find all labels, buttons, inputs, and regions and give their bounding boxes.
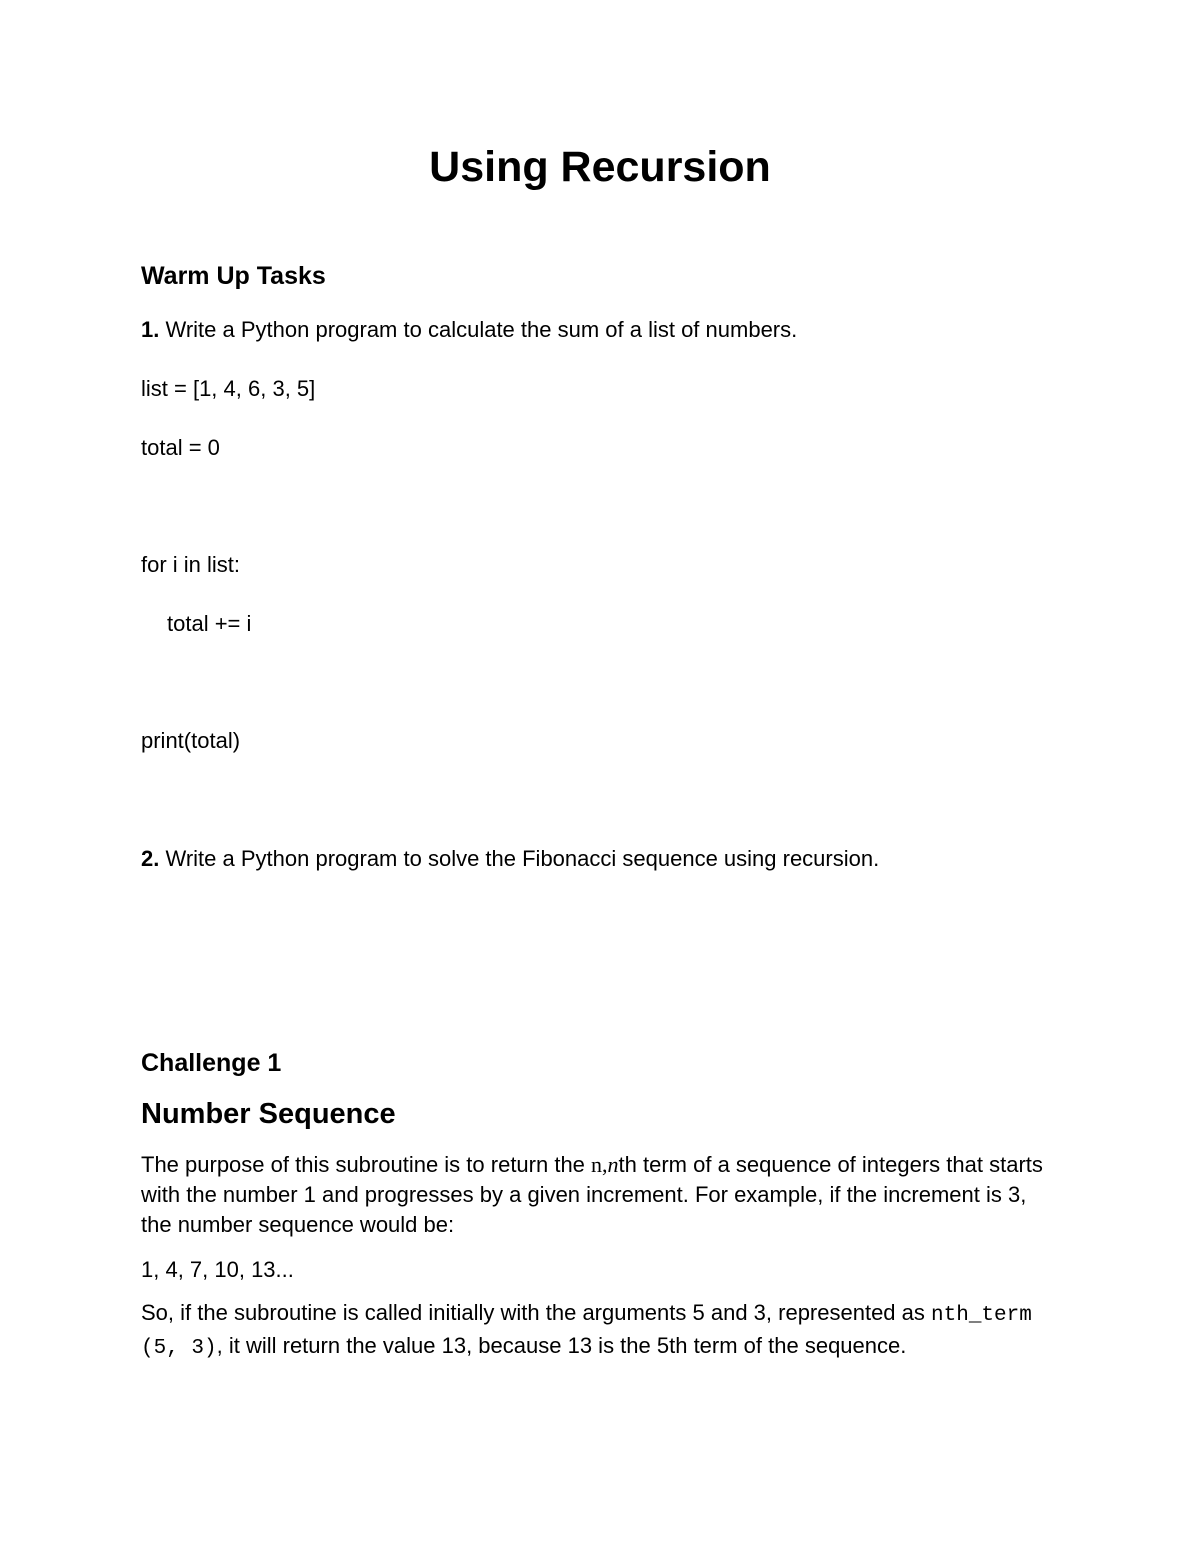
math-n-upright: n, [591,1152,608,1177]
challenge-label: Challenge 1 [141,1049,282,1077]
description-text-before: The purpose of this subroutine is to return the [141,1152,592,1177]
task-2-number: 2. [141,846,160,871]
warmup-heading: Warm Up Tasks [141,262,326,290]
description-text-after: th term of a sequence of integers that starts with the number 1 and progresses by a given increment. For example, if the increment is 3, the number sequence would be: [141,1152,1043,1237]
task-1-text: Write a Python program to calculate the sum of a list of numbers. [159,317,798,342]
code-line-2: total = 0 [141,435,220,460]
explanation-text-before: So, if the subroutine is called initially with the arguments 5 and 3, represented as [141,1300,932,1325]
code-line-5: print(total) [141,728,241,753]
task-2 [141,844,879,874]
code-line-1: list = [1, 4, 6, 3, 5] [141,376,316,401]
code-call: nth_term (5, 3) [141,1304,1032,1360]
challenge-heading: Number Sequence [141,1098,396,1130]
challenge-explanation [141,1298,1061,1364]
challenge-description [141,1150,1061,1240]
code-line-4: total += i [167,611,252,636]
code-line-3: for i in list: [141,552,241,577]
explanation-text-after: , it will return the value 13, because 13 is the 5th term of the sequence. [216,1333,907,1358]
sequence-example: 1, 4, 7, 10, 13... [141,1257,294,1282]
page-title: Using Recursion [429,143,771,191]
task-1 [141,315,797,345]
task-1-number: 1. [141,317,160,342]
task-2-text: Write a Python program to solve the Fibonacci sequence using recursion. [159,846,880,871]
math-n-italic: n [607,1152,619,1177]
